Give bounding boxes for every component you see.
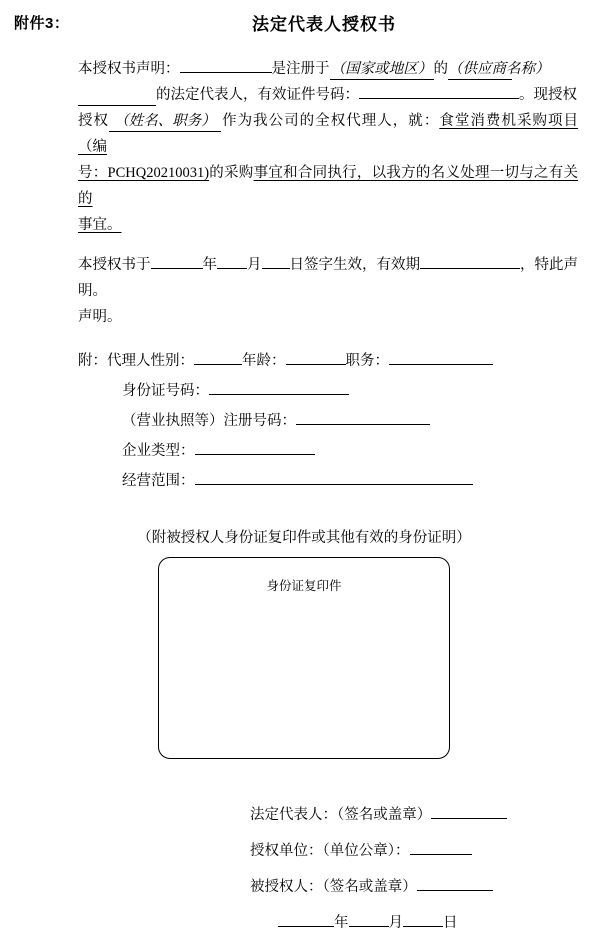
- date-day-label: 日: [443, 915, 458, 931]
- p1-segment-1: 本授权书声明：: [78, 61, 180, 77]
- declaration-body: [34, 56, 578, 330]
- id-photo-box[interactable]: [158, 557, 450, 759]
- agent-basic-row: [34, 346, 578, 376]
- sign-day-blank[interactable]: [262, 268, 290, 269]
- date-day-blank[interactable]: [403, 926, 443, 927]
- signature-block: [0, 797, 608, 905]
- valid-period-blank[interactable]: [420, 268, 520, 269]
- agent-id-blank[interactable]: [209, 394, 349, 395]
- p2-segment-6: 声明。: [78, 309, 122, 325]
- declaration-paragraph-2: [34, 252, 578, 330]
- auth-unit-row: [250, 833, 608, 869]
- license-label: （营业执照等）注册号码：: [122, 413, 296, 429]
- id-photo-area: [0, 557, 608, 759]
- agent-gender-blank[interactable]: [194, 364, 242, 365]
- p1-segment-8b: 事宜和合同执行，以我方的名义处理一切与之有关的: [78, 165, 579, 207]
- sign-month-blank[interactable]: [217, 268, 247, 269]
- license-blank[interactable]: [296, 424, 430, 425]
- agent-position-label: 职务：: [345, 353, 389, 369]
- p1-segment-4: 的法定代表人，有效证件号码：: [156, 87, 359, 103]
- auth-unit-label: 授权单位：（单位公章）：: [250, 843, 410, 859]
- document-page: [0, 8, 608, 931]
- business-scope-label: 经营范围：: [122, 473, 195, 489]
- license-row: [34, 406, 578, 436]
- country-region-fill[interactable]: （国家或地区）: [330, 59, 434, 80]
- agent-id-label: 身份证号码：: [122, 383, 209, 399]
- date-month-label: 月: [388, 915, 403, 931]
- business-scope-row: [34, 466, 578, 496]
- legal-rep-blank[interactable]: [431, 818, 507, 819]
- enterprise-type-label: 企业类型：: [122, 443, 195, 459]
- p2-segment-1: 本授权书于: [78, 257, 151, 273]
- p2-segment-3: 月: [247, 257, 262, 273]
- date-year-label: 年: [334, 915, 349, 931]
- declaration-paragraph-1: [34, 56, 578, 238]
- id-number-blank[interactable]: [359, 98, 519, 99]
- authorized-person-label: 被授权人：（签名或盖章）: [250, 879, 417, 895]
- agent-id-row: [34, 376, 578, 406]
- p1-segment-7b: 号：PCHQ20210031): [78, 165, 210, 181]
- enterprise-type-row: [34, 436, 578, 466]
- p2-segment-2: 年: [202, 257, 217, 273]
- date-month-blank[interactable]: [349, 926, 389, 927]
- page-title: 法定代表人授权书: [252, 15, 396, 34]
- document-header: [0, 8, 608, 42]
- project-name: 食堂消费机采购项目: [439, 113, 579, 129]
- id-copy-note: （附被授权人身份证复印件或其他有效的身份证明）: [137, 530, 471, 546]
- p1-segment-8a: 的采购: [209, 165, 254, 181]
- p1-segment-5b: 授权: [78, 113, 110, 129]
- agent-position-blank[interactable]: [389, 364, 493, 365]
- p1-segment-5: 。现授权: [519, 87, 577, 103]
- agent-name-title-fill[interactable]: （姓名、职务）: [109, 111, 221, 132]
- agent-gender-label: 代理人性别：: [107, 353, 194, 369]
- legal-rep-row: [250, 797, 608, 833]
- p1-segment-8c: 事宜。: [78, 217, 122, 233]
- p2-segment-4: 日签字生效，有效期: [289, 257, 420, 273]
- signature-date-row: [0, 911, 608, 932]
- agent-age-blank[interactable]: [286, 364, 346, 365]
- attachment-label: 附件3：: [14, 15, 70, 32]
- business-scope-blank[interactable]: [195, 484, 473, 485]
- p2-segment-5: ，特此声明。: [78, 257, 578, 299]
- supplier-name-fill-a[interactable]: （供应商名称）: [448, 59, 512, 80]
- auth-unit-blank[interactable]: [410, 854, 472, 855]
- agent-info-list: [34, 346, 578, 496]
- id-photo-label: 身份证复印件: [266, 579, 342, 593]
- p1-segment-6: 作为我公司的全权代理人，就：: [221, 113, 440, 129]
- supplier-name-fill-b[interactable]: [78, 85, 156, 106]
- date-year-blank[interactable]: [278, 926, 334, 927]
- agent-age-label: 年龄：: [242, 353, 286, 369]
- sign-year-blank[interactable]: [151, 268, 203, 269]
- p1-segment-3: 的: [433, 61, 448, 77]
- authorized-person-row: [250, 869, 608, 905]
- declarant-name-blank[interactable]: [180, 72, 272, 73]
- enterprise-type-blank[interactable]: [195, 454, 315, 455]
- legal-rep-label: 法定代表人：（签名或盖章）: [250, 807, 432, 823]
- attach-prefix: 附：: [78, 353, 107, 369]
- p1-segment-2: 是注册于: [271, 61, 330, 77]
- authorized-person-blank[interactable]: [417, 890, 493, 891]
- p1-segment-7a: （编: [78, 139, 107, 155]
